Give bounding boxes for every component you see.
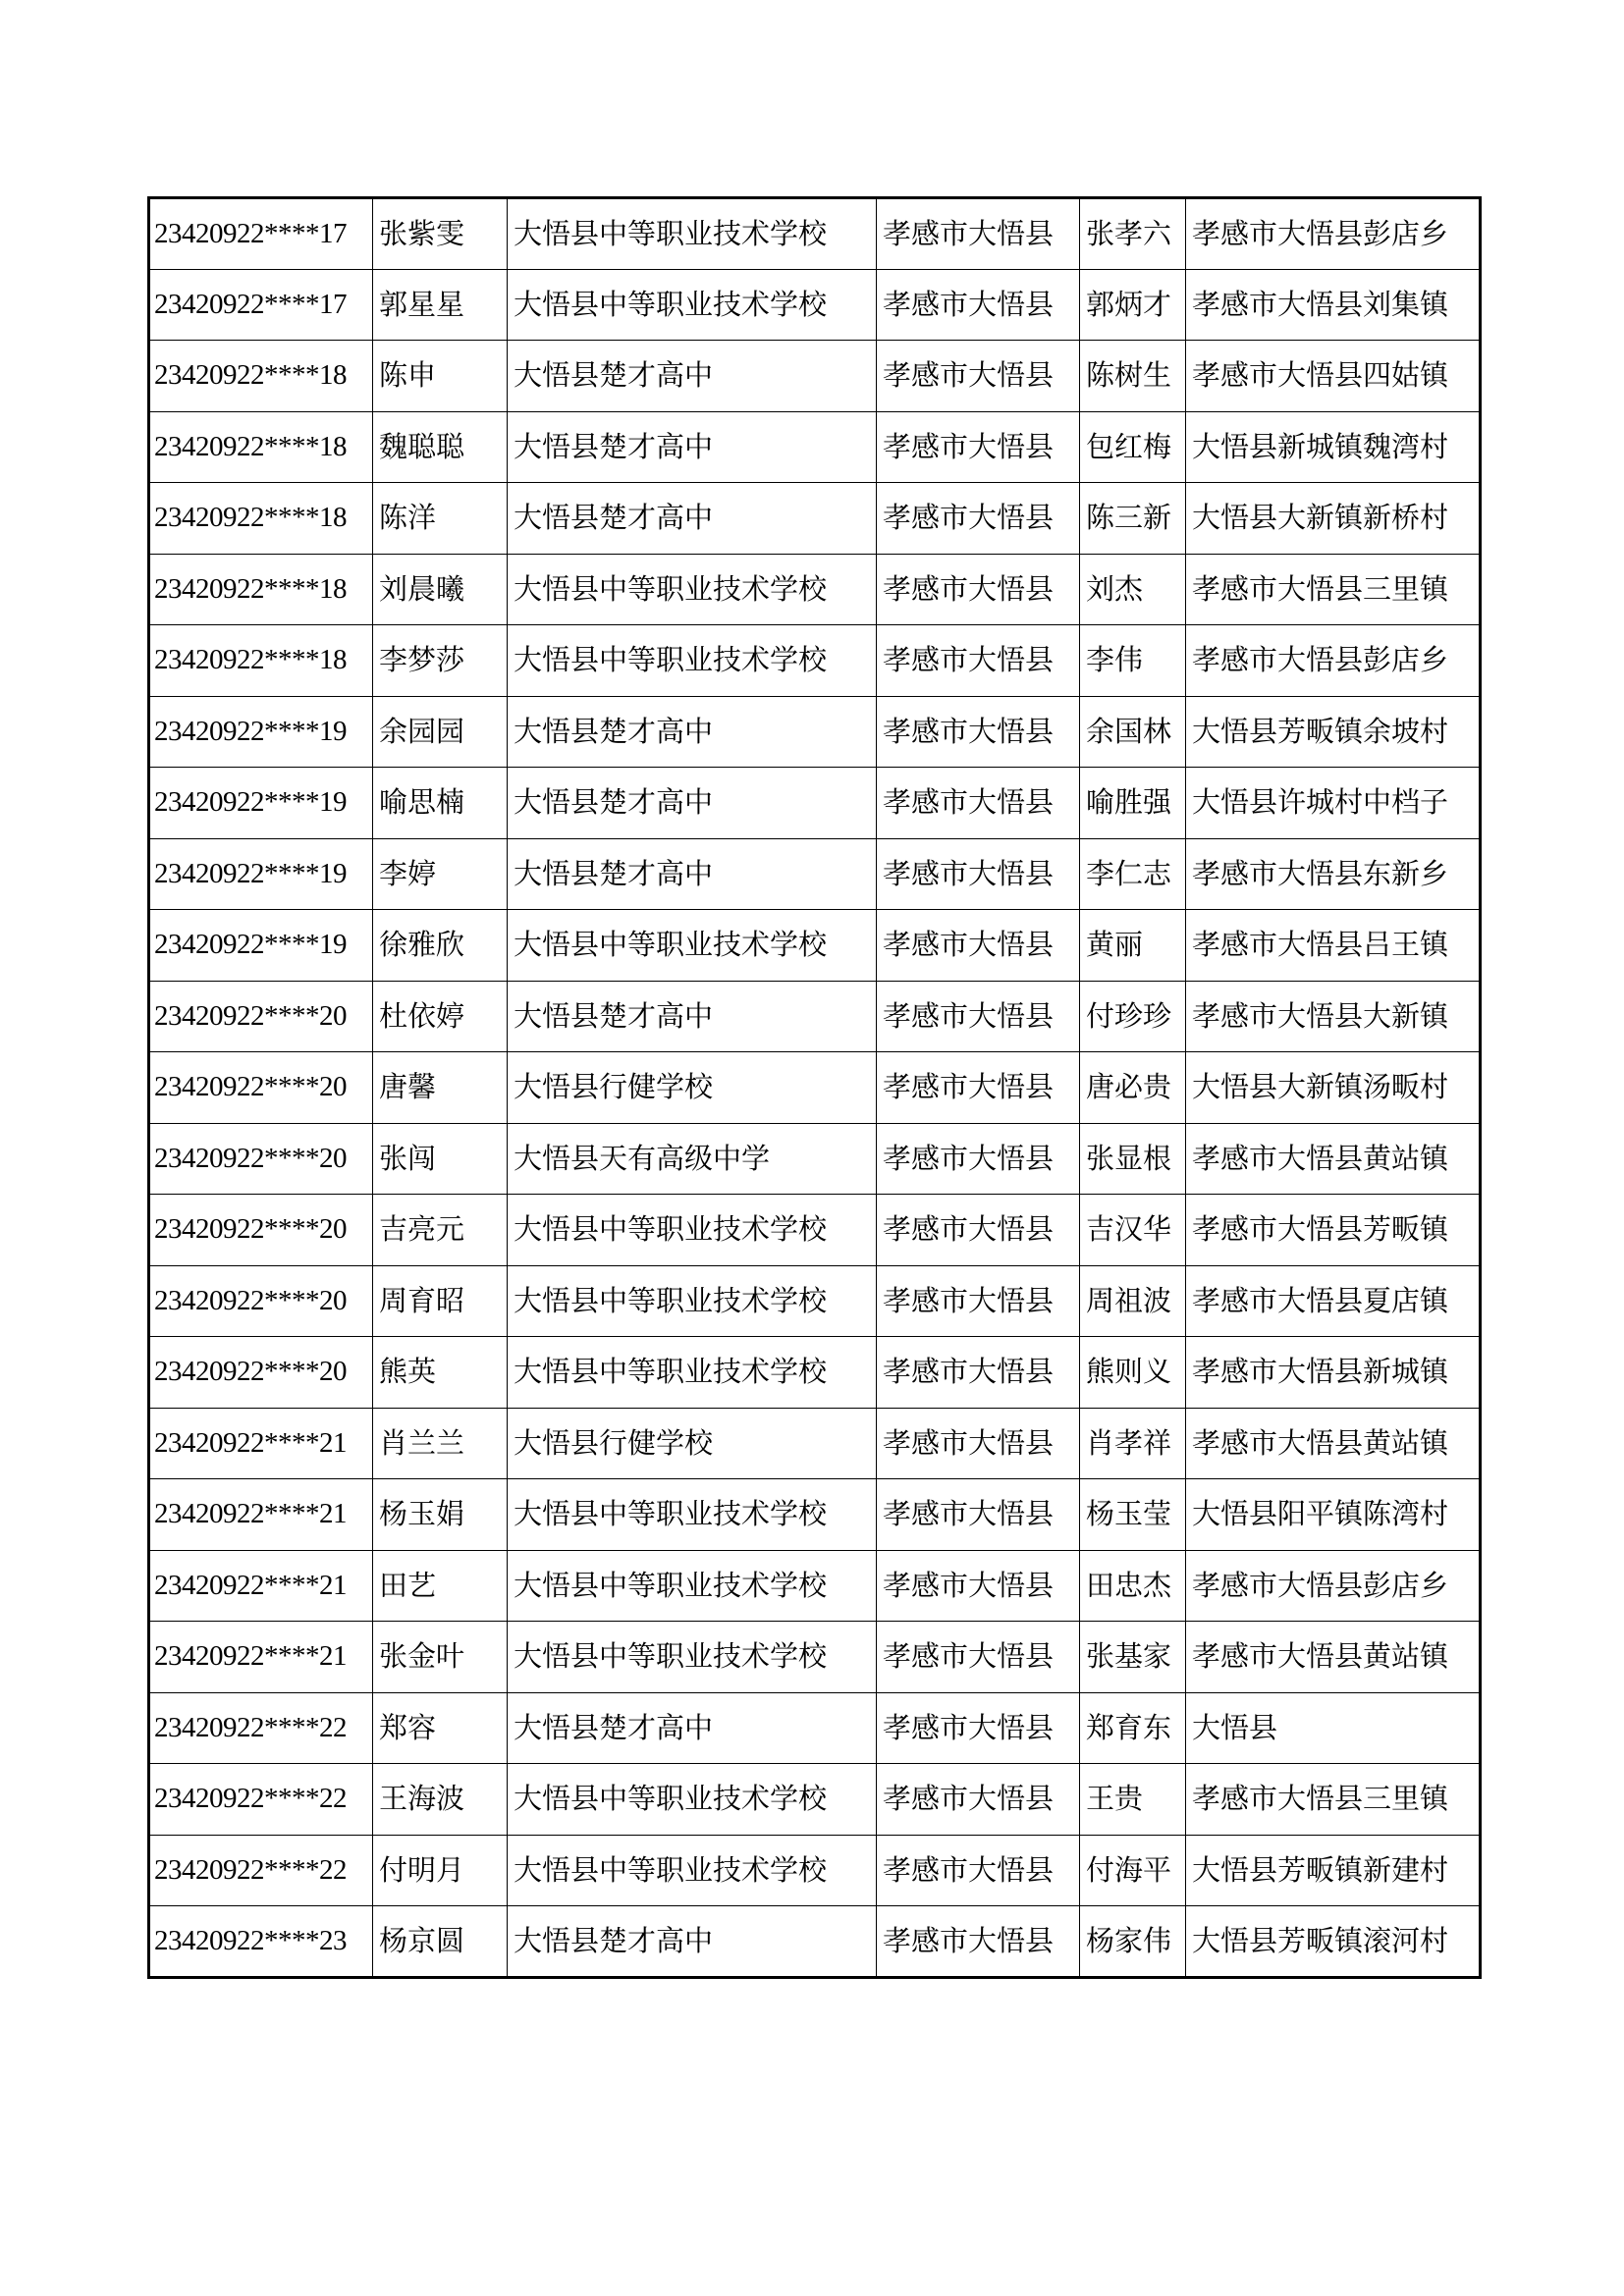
address-cell: 大悟县芳畈镇新建村 [1186,1835,1481,1906]
student-name-cell: 喻思楠 [373,768,508,839]
school-cell: 大悟县中等职业技术学校 [508,1479,877,1551]
school-cell: 大悟县楚才高中 [508,483,877,555]
records-table [147,196,1482,1979]
id-number-cell: 23420922****19 [149,910,373,982]
school-cell: 大悟县中等职业技术学校 [508,269,877,341]
address-cell: 孝感市大悟县吕王镇 [1186,910,1481,982]
guardian-name-cell: 肖孝祥 [1080,1408,1186,1479]
table-row [149,198,1481,270]
school-cell: 大悟县楚才高中 [508,1906,877,1978]
student-name-cell: 熊英 [373,1337,508,1409]
school-cell: 大悟县中等职业技术学校 [508,910,877,982]
id-number-cell: 23420922****18 [149,341,373,412]
address-cell: 孝感市大悟县芳畈镇 [1186,1195,1481,1266]
id-number-cell: 23420922****18 [149,625,373,697]
student-name-cell: 李婷 [373,838,508,910]
address-cell: 孝感市大悟县三里镇 [1186,1764,1481,1836]
table-row [149,1265,1481,1337]
region-cell: 孝感市大悟县 [877,1764,1080,1836]
id-number-cell: 23420922****19 [149,768,373,839]
address-cell: 孝感市大悟县彭店乡 [1186,1550,1481,1622]
id-number-cell: 23420922****19 [149,838,373,910]
table-row [149,1408,1481,1479]
region-cell: 孝感市大悟县 [877,768,1080,839]
region-cell: 孝感市大悟县 [877,625,1080,697]
table-row [149,554,1481,625]
guardian-name-cell: 陈树生 [1080,341,1186,412]
region-cell: 孝感市大悟县 [877,981,1080,1052]
table-row [149,411,1481,483]
region-cell: 孝感市大悟县 [877,1550,1080,1622]
guardian-name-cell: 黄丽 [1080,910,1186,982]
school-cell: 大悟县楚才高中 [508,981,877,1052]
guardian-name-cell: 张显根 [1080,1123,1186,1195]
guardian-name-cell: 付海平 [1080,1835,1186,1906]
school-cell: 大悟县中等职业技术学校 [508,198,877,270]
guardian-name-cell: 郭炳才 [1080,269,1186,341]
table-row [149,341,1481,412]
table-row [149,483,1481,555]
region-cell: 孝感市大悟县 [877,554,1080,625]
address-cell: 孝感市大悟县黄站镇 [1186,1123,1481,1195]
address-cell: 孝感市大悟县夏店镇 [1186,1265,1481,1337]
guardian-name-cell: 付珍珍 [1080,981,1186,1052]
table-row [149,768,1481,839]
student-name-cell: 张闯 [373,1123,508,1195]
guardian-name-cell: 唐必贵 [1080,1052,1186,1124]
student-name-cell: 张紫雯 [373,198,508,270]
table-row [149,838,1481,910]
student-name-cell: 魏聪聪 [373,411,508,483]
id-number-cell: 23420922****17 [149,198,373,270]
student-name-cell: 吉亮元 [373,1195,508,1266]
student-name-cell: 王海波 [373,1764,508,1836]
region-cell: 孝感市大悟县 [877,483,1080,555]
school-cell: 大悟县中等职业技术学校 [508,1622,877,1693]
guardian-name-cell: 余国林 [1080,696,1186,768]
student-name-cell: 张金叶 [373,1622,508,1693]
id-number-cell: 23420922****17 [149,269,373,341]
id-number-cell: 23420922****19 [149,696,373,768]
table-row [149,910,1481,982]
address-cell: 大悟县芳畈镇余坡村 [1186,696,1481,768]
student-name-cell: 郑容 [373,1692,508,1764]
school-cell: 大悟县中等职业技术学校 [508,1337,877,1409]
school-cell: 大悟县中等职业技术学校 [508,1265,877,1337]
address-cell: 孝感市大悟县新城镇 [1186,1337,1481,1409]
id-number-cell: 23420922****20 [149,1337,373,1409]
school-cell: 大悟县行健学校 [508,1052,877,1124]
id-number-cell: 23420922****20 [149,1265,373,1337]
guardian-name-cell: 周祖波 [1080,1265,1186,1337]
school-cell: 大悟县中等职业技术学校 [508,1764,877,1836]
region-cell: 孝感市大悟县 [877,1835,1080,1906]
student-name-cell: 李梦莎 [373,625,508,697]
region-cell: 孝感市大悟县 [877,1479,1080,1551]
region-cell: 孝感市大悟县 [877,910,1080,982]
guardian-name-cell: 李伟 [1080,625,1186,697]
region-cell: 孝感市大悟县 [877,1692,1080,1764]
id-number-cell: 23420922****20 [149,1052,373,1124]
table-row [149,1692,1481,1764]
table-row [149,1337,1481,1409]
table-row [149,1550,1481,1622]
school-cell: 大悟县中等职业技术学校 [508,554,877,625]
address-cell: 孝感市大悟县大新镇 [1186,981,1481,1052]
student-name-cell: 唐馨 [373,1052,508,1124]
school-cell: 大悟县楚才高中 [508,696,877,768]
id-number-cell: 23420922****23 [149,1906,373,1978]
guardian-name-cell: 郑育东 [1080,1692,1186,1764]
student-name-cell: 田艺 [373,1550,508,1622]
table-row [149,1835,1481,1906]
guardian-name-cell: 包红梅 [1080,411,1186,483]
student-name-cell: 郭星星 [373,269,508,341]
table-row [149,1479,1481,1551]
id-number-cell: 23420922****21 [149,1408,373,1479]
region-cell: 孝感市大悟县 [877,411,1080,483]
school-cell: 大悟县楚才高中 [508,341,877,412]
guardian-name-cell: 王贵 [1080,1764,1186,1836]
address-cell: 孝感市大悟县黄站镇 [1186,1408,1481,1479]
table-row [149,696,1481,768]
table-row [149,1906,1481,1978]
id-number-cell: 23420922****18 [149,554,373,625]
student-name-cell: 余园园 [373,696,508,768]
id-number-cell: 23420922****22 [149,1764,373,1836]
student-name-cell: 肖兰兰 [373,1408,508,1479]
school-cell: 大悟县行健学校 [508,1408,877,1479]
student-name-cell: 付明月 [373,1835,508,1906]
region-cell: 孝感市大悟县 [877,1622,1080,1693]
table-row [149,981,1481,1052]
address-cell: 孝感市大悟县彭店乡 [1186,198,1481,270]
guardian-name-cell: 陈三新 [1080,483,1186,555]
school-cell: 大悟县中等职业技术学校 [508,1835,877,1906]
school-cell: 大悟县楚才高中 [508,1692,877,1764]
region-cell: 孝感市大悟县 [877,1195,1080,1266]
address-cell: 孝感市大悟县刘集镇 [1186,269,1481,341]
region-cell: 孝感市大悟县 [877,341,1080,412]
school-cell: 大悟县中等职业技术学校 [508,1550,877,1622]
guardian-name-cell: 李仁志 [1080,838,1186,910]
school-cell: 大悟县楚才高中 [508,768,877,839]
address-cell: 孝感市大悟县东新乡 [1186,838,1481,910]
address-cell: 孝感市大悟县彭店乡 [1186,625,1481,697]
student-name-cell: 杨玉娟 [373,1479,508,1551]
table-row [149,1622,1481,1693]
table-row [149,1123,1481,1195]
id-number-cell: 23420922****20 [149,1195,373,1266]
table-row [149,269,1481,341]
student-name-cell: 周育昭 [373,1265,508,1337]
student-name-cell: 杜依婷 [373,981,508,1052]
id-number-cell: 23420922****18 [149,483,373,555]
school-cell: 大悟县中等职业技术学校 [508,1195,877,1266]
guardian-name-cell: 吉汉华 [1080,1195,1186,1266]
school-cell: 大悟县楚才高中 [508,838,877,910]
table-row [149,1764,1481,1836]
address-cell: 大悟县大新镇新桥村 [1186,483,1481,555]
guardian-name-cell: 刘杰 [1080,554,1186,625]
id-number-cell: 23420922****20 [149,1123,373,1195]
student-name-cell: 陈申 [373,341,508,412]
region-cell: 孝感市大悟县 [877,1123,1080,1195]
address-cell: 大悟县芳畈镇滚河村 [1186,1906,1481,1978]
id-number-cell: 23420922****20 [149,981,373,1052]
guardian-name-cell: 杨家伟 [1080,1906,1186,1978]
address-cell: 孝感市大悟县四姑镇 [1186,341,1481,412]
guardian-name-cell: 喻胜强 [1080,768,1186,839]
id-number-cell: 23420922****21 [149,1479,373,1551]
guardian-name-cell: 熊则义 [1080,1337,1186,1409]
address-cell: 大悟县大新镇汤畈村 [1186,1052,1481,1124]
student-name-cell: 杨京圆 [373,1906,508,1978]
guardian-name-cell: 张基家 [1080,1622,1186,1693]
region-cell: 孝感市大悟县 [877,1265,1080,1337]
student-name-cell: 徐雅欣 [373,910,508,982]
address-cell: 大悟县阳平镇陈湾村 [1186,1479,1481,1551]
school-cell: 大悟县天有高级中学 [508,1123,877,1195]
table-row [149,1052,1481,1124]
region-cell: 孝感市大悟县 [877,1337,1080,1409]
id-number-cell: 23420922****22 [149,1835,373,1906]
region-cell: 孝感市大悟县 [877,198,1080,270]
guardian-name-cell: 田忠杰 [1080,1550,1186,1622]
guardian-name-cell: 张孝六 [1080,198,1186,270]
table-row [149,1195,1481,1266]
address-cell: 大悟县新城镇魏湾村 [1186,411,1481,483]
address-cell: 大悟县 [1186,1692,1481,1764]
region-cell: 孝感市大悟县 [877,1906,1080,1978]
guardian-name-cell: 杨玉莹 [1080,1479,1186,1551]
region-cell: 孝感市大悟县 [877,696,1080,768]
region-cell: 孝感市大悟县 [877,1052,1080,1124]
address-cell: 大悟县许城村中档子 [1186,768,1481,839]
region-cell: 孝感市大悟县 [877,838,1080,910]
id-number-cell: 23420922****21 [149,1550,373,1622]
school-cell: 大悟县楚才高中 [508,411,877,483]
address-cell: 孝感市大悟县黄站镇 [1186,1622,1481,1693]
address-cell: 孝感市大悟县三里镇 [1186,554,1481,625]
student-name-cell: 陈洋 [373,483,508,555]
id-number-cell: 23420922****18 [149,411,373,483]
table-row [149,625,1481,697]
region-cell: 孝感市大悟县 [877,269,1080,341]
region-cell: 孝感市大悟县 [877,1408,1080,1479]
id-number-cell: 23420922****22 [149,1692,373,1764]
records-table-body [149,198,1481,1978]
student-name-cell: 刘晨曦 [373,554,508,625]
school-cell: 大悟县中等职业技术学校 [508,625,877,697]
id-number-cell: 23420922****21 [149,1622,373,1693]
